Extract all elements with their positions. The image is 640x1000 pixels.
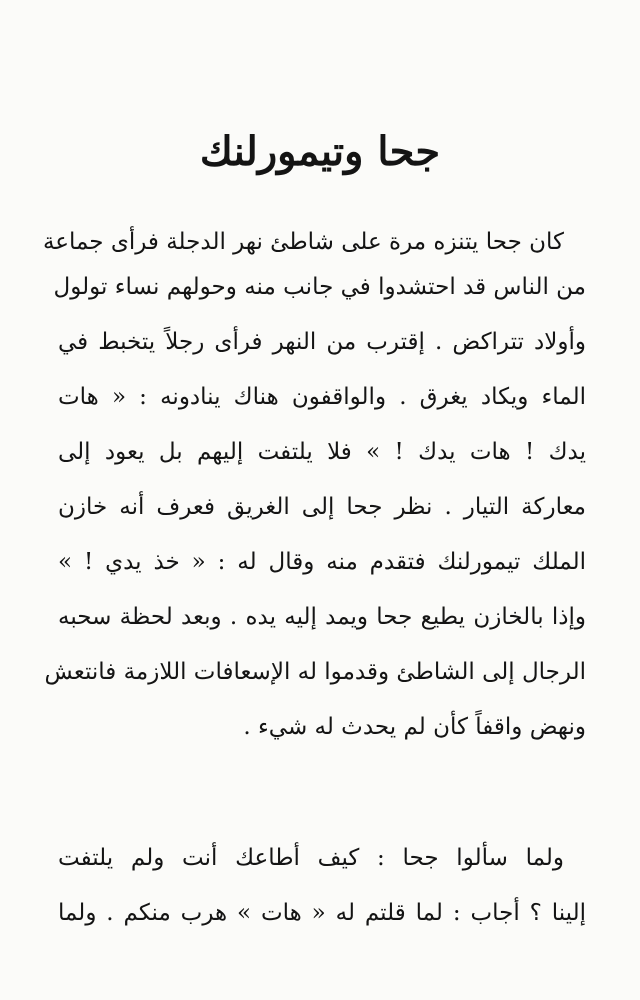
story-title: جحا وتيمورلنك xyxy=(199,128,441,175)
text-line: يدك ! هات يدك ! » فلا يلتفت إليهم بل يعود إلى xyxy=(58,439,586,465)
text-line: معاركة التيار . نظر جحا إلى الغريق فعرف أنه خازن xyxy=(58,494,586,520)
text-line: الرجال إلى الشاطئ وقدموا له الإسعافات اللازمة فانتعش xyxy=(44,659,586,685)
text-line: وأولاد تتراكض . إقترب من النهر فرأى رجلاً يتخبط في xyxy=(58,329,586,355)
text-line: كان جحا يتنزه مرة على شاطئ نهر الدجلة فرأى جماعة xyxy=(42,229,564,255)
text-line: ولما سألوا جحا : كيف أطاعك أنت ولم يلتفت xyxy=(58,845,564,871)
text-line: الملك تيمورلنك فتقدم منه وقال له : « خذ يدي ! » xyxy=(58,549,586,575)
text-line: من الناس قد احتشدوا في جانب منه وحولهم نساء تولول xyxy=(53,274,586,300)
text-line: إلينا ؟ أجاب : لما قلتم له « هات » هرب منكم . ولما xyxy=(58,900,586,926)
text-line: ونهض واقفاً كأن لم يحدث له شيء . xyxy=(243,714,586,740)
text-line: وإذا بالخازن يطيع جحا ويمد إليه يده . وبعد لحظة سحبه xyxy=(58,604,586,630)
text-line: الماء ويكاد يغرق . والواقفون هناك ينادونه : « هات xyxy=(58,384,586,410)
